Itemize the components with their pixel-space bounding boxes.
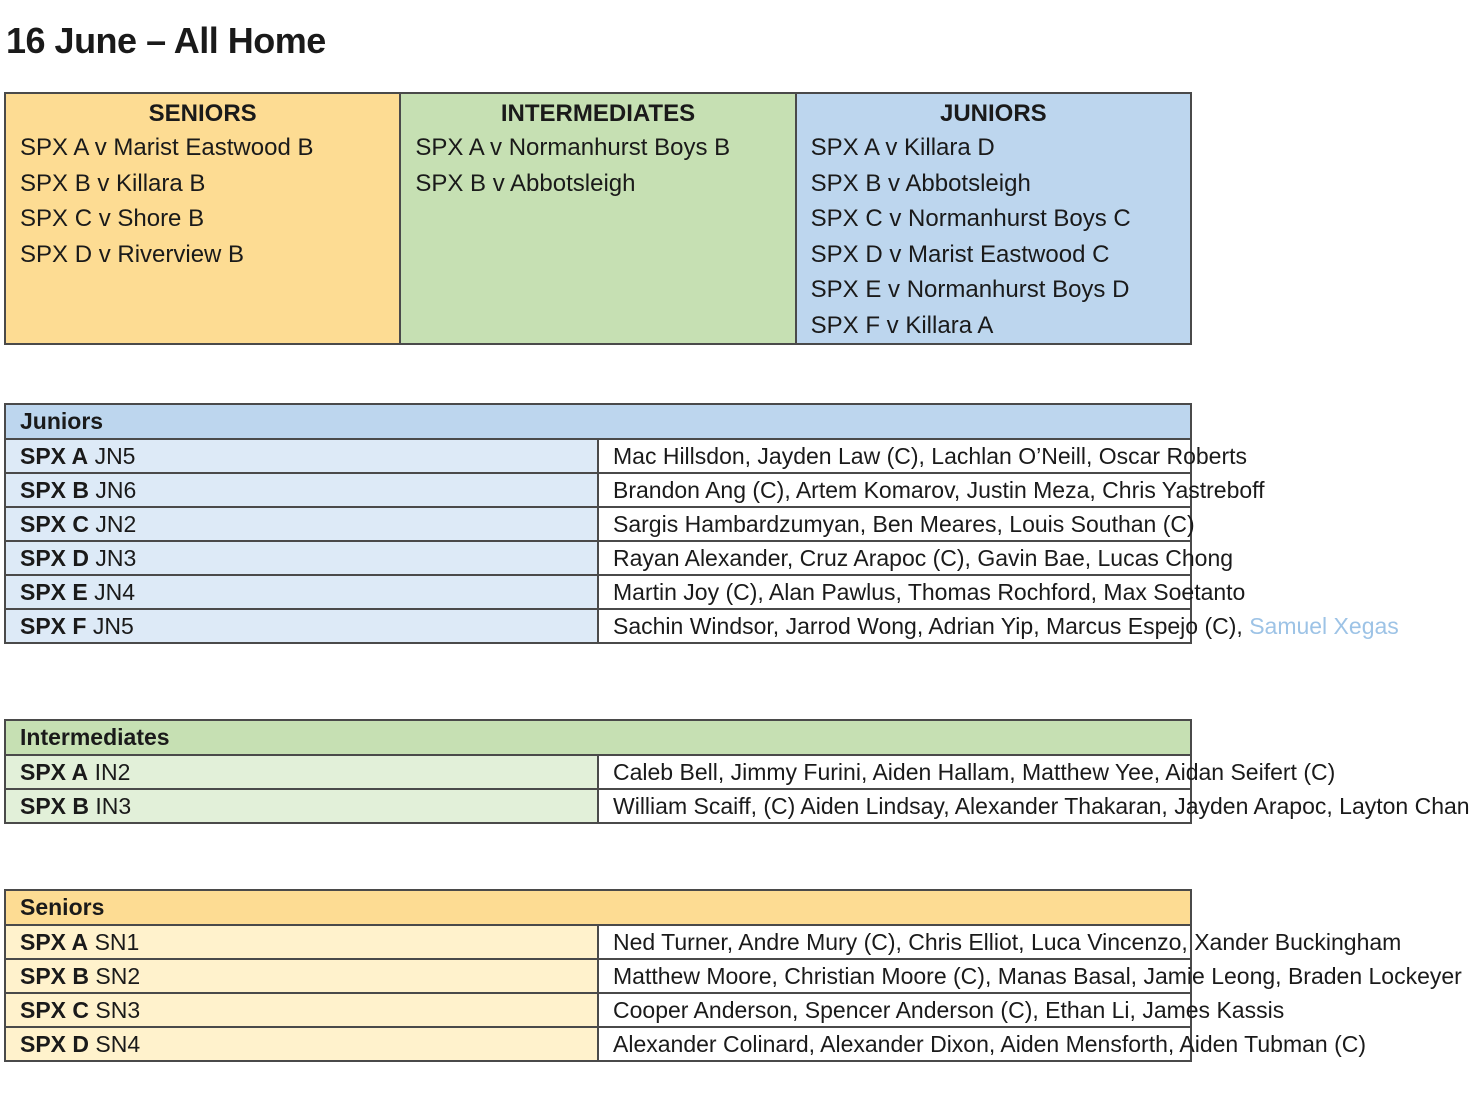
team-grade: JN3 <box>95 544 137 571</box>
team-grade: SN1 <box>94 928 140 955</box>
fixture-line: SPX B v Abbotsleigh <box>810 169 1031 197</box>
intermediates-fixtures <box>400 93 795 344</box>
team-players: William Scaiff, (C) Aiden Lindsay, Alexander Thakaran, Jayden Arapoc, Layton Chan <box>598 789 1191 823</box>
table-row <box>5 541 1191 575</box>
fixtures-table <box>4 92 1192 345</box>
team-code <box>5 1027 598 1061</box>
table-row <box>5 473 1191 507</box>
team-name: SPX C <box>20 996 90 1023</box>
team-grade: JN6 <box>95 476 137 503</box>
table-row <box>5 959 1191 993</box>
team-grade: JN5 <box>92 612 134 639</box>
team-players: Sargis Hambardzumyan, Ben Meares, Louis Southan (C) <box>598 507 1191 541</box>
table-row <box>5 575 1191 609</box>
team-name: SPX F <box>20 612 87 639</box>
team-players: Brandon Ang (C), Artem Komarov, Justin Meza, Chris Yastreboff <box>598 473 1191 507</box>
team-code <box>5 575 598 609</box>
fixture-line: SPX A v Killara D <box>810 134 995 161</box>
team-code <box>5 609 598 643</box>
juniors-fixtures <box>796 93 1191 344</box>
team-players-cell <box>598 609 1399 643</box>
fixture-line: SPX A v Marist Eastwood B <box>20 134 314 161</box>
team-grade: JN4 <box>94 578 136 605</box>
team-players: Alexander Colinard, Alexander Dixon, Aiden Mensforth, Aiden Tubman (C) <box>598 1027 1191 1061</box>
team-grade: JN2 <box>95 510 137 537</box>
intermediates-section-heading: Intermediates <box>5 720 1191 755</box>
table-row <box>5 789 1191 823</box>
faded-player-name: Samuel Xegas <box>1249 612 1399 639</box>
juniors-team-table <box>4 403 1399 644</box>
team-name: SPX E <box>20 578 88 605</box>
fixture-line: SPX D v Marist Eastwood C <box>810 240 1110 268</box>
fixture-line: SPX A v Normanhurst Boys B <box>415 134 731 161</box>
fixture-line: SPX B v Abbotsleigh <box>415 169 636 197</box>
team-code <box>5 439 598 473</box>
team-code <box>5 473 598 507</box>
fixture-line: SPX B v Killara B <box>20 169 206 197</box>
fixture-line: SPX F v Killara A <box>810 311 994 339</box>
intermediates-fixtures-heading: INTERMEDIATES <box>500 100 696 127</box>
juniors-section-heading: Juniors <box>5 404 1191 439</box>
team-players: Martin Joy (C), Alan Pawlus, Thomas Rochford, Max Soetanto <box>598 575 1191 609</box>
team-name: SPX D <box>20 544 90 571</box>
table-row <box>5 609 1191 643</box>
fixture-line: SPX E v Normanhurst Boys D <box>810 276 1130 303</box>
table-row <box>5 755 1191 789</box>
seniors-fixtures-heading: SENIORS <box>148 100 257 127</box>
fixture-line: SPX D v Riverview B <box>20 240 245 268</box>
team-grade: JN5 <box>94 442 136 469</box>
team-code <box>5 507 598 541</box>
juniors-fixtures-heading: JUNIORS <box>939 100 1047 127</box>
table-row <box>5 1027 1191 1061</box>
team-name: SPX A <box>20 758 89 785</box>
seniors-team-table <box>4 889 1462 1062</box>
team-code <box>5 789 598 823</box>
team-code <box>5 993 598 1027</box>
team-grade: IN3 <box>95 792 132 819</box>
team-players: Rayan Alexander, Cruz Arapoc (C), Gavin Bae, Lucas Chong <box>598 541 1191 575</box>
team-players: Cooper Anderson, Spencer Anderson (C), Ethan Li, James Kassis <box>598 993 1191 1027</box>
intermediates-team-table <box>4 719 1470 824</box>
team-players: Mac Hillsdon, Jayden Law (C), Lachlan O’Neill, Oscar Roberts <box>598 439 1191 473</box>
team-grade: SN3 <box>95 996 141 1023</box>
table-row <box>5 439 1191 473</box>
team-name: SPX A <box>20 928 89 955</box>
team-players: Matthew Moore, Christian Moore (C), Manas Basal, Jamie Leong, Braden Lockeyer <box>598 959 1191 993</box>
fixture-line: SPX C v Normanhurst Boys C <box>810 205 1131 232</box>
team-grade: IN2 <box>94 758 131 785</box>
team-name: SPX B <box>20 476 90 503</box>
team-code <box>5 925 598 959</box>
team-code <box>5 541 598 575</box>
fixture-line: SPX C v Shore B <box>20 205 205 232</box>
team-code <box>5 959 598 993</box>
team-code <box>5 755 598 789</box>
table-row <box>5 993 1191 1027</box>
seniors-section-heading: Seniors <box>5 890 1191 925</box>
team-players: Sachin Windsor, Jarrod Wong, Adrian Yip, Marcus Espejo (C), <box>613 612 1243 639</box>
team-name: SPX B <box>20 962 90 989</box>
team-grade: SN4 <box>95 1030 141 1057</box>
team-name: SPX C <box>20 510 90 537</box>
table-row <box>5 925 1191 959</box>
team-name: SPX B <box>20 792 90 819</box>
seniors-fixtures <box>5 93 400 344</box>
team-players: Caleb Bell, Jimmy Furini, Aiden Hallam, Matthew Yee, Aidan Seifert (C) <box>598 755 1191 789</box>
team-name: SPX D <box>20 1030 90 1057</box>
table-row <box>5 507 1191 541</box>
team-name: SPX A <box>20 442 89 469</box>
page-title: 16 June – All Home <box>6 20 326 61</box>
team-grade: SN2 <box>95 962 141 989</box>
team-players: Ned Turner, Andre Mury (C), Chris Elliot, Luca Vincenzo, Xander Buckingham <box>598 925 1191 959</box>
